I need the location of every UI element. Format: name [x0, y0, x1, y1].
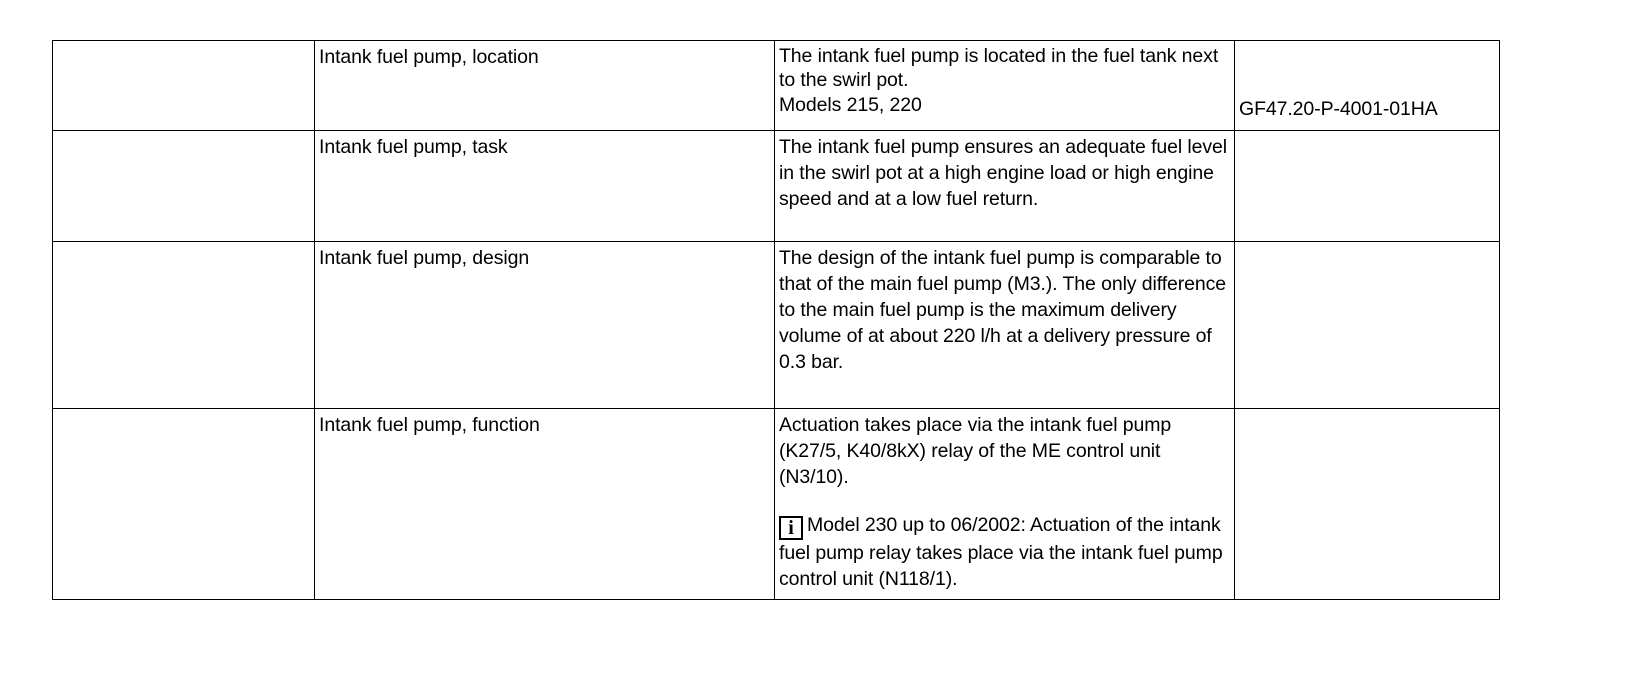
document-table: [52, 40, 1500, 600]
topic-cell: Intank fuel pump, location: [315, 41, 775, 131]
description-text: Actuation takes place via the intank fuel pump (K27/5, K40/8kX) relay of the ME control unit (N3/10).: [779, 414, 1172, 488]
reference-link[interactable]: GF47.20-P-4001-01HA: [1239, 98, 1438, 120]
description-cell: The design of the intank fuel pump is comparable to that of the main fuel pump (M3.). The only difference to the main fuel pump is the maximum delivery volume of at about 220 l/h at a delivery pressure of 0.3 bar.: [775, 242, 1235, 409]
empty-cell: [53, 41, 315, 131]
empty-cell: [53, 131, 315, 242]
empty-cell: [53, 409, 315, 600]
topic-cell: Intank fuel pump, function: [315, 409, 775, 600]
description-cell: The intank fuel pump ensures an adequate fuel level in the swirl pot at a high engine load or high engine speed and at a low fuel return.: [775, 131, 1235, 242]
table-row: [53, 242, 1500, 409]
description-cell: [775, 41, 1235, 131]
applicability-text: Models 215, 220: [779, 94, 922, 116]
empty-cell: [53, 242, 315, 409]
reference-cell: [1235, 409, 1500, 600]
description-cell: [775, 409, 1235, 600]
topic-cell: Intank fuel pump, design: [315, 242, 775, 409]
info-icon: i: [779, 516, 803, 540]
reference-cell: [1235, 41, 1500, 131]
description-text: The intank fuel pump is located in the fuel tank next to the swirl pot.: [779, 45, 1219, 91]
reference-cell: [1235, 242, 1500, 409]
table-row: [53, 409, 1500, 600]
info-note-text: Model 230 up to 06/2002: Actuation of the intank fuel pump relay takes place via the intank fuel pump control unit (N118/1).: [779, 514, 1223, 590]
table-row: [53, 41, 1500, 131]
reference-cell: [1235, 131, 1500, 242]
info-note: [779, 512, 1230, 592]
table-row: [53, 131, 1500, 242]
topic-cell: Intank fuel pump, task: [315, 131, 775, 242]
paragraph-gap: [779, 490, 1230, 512]
